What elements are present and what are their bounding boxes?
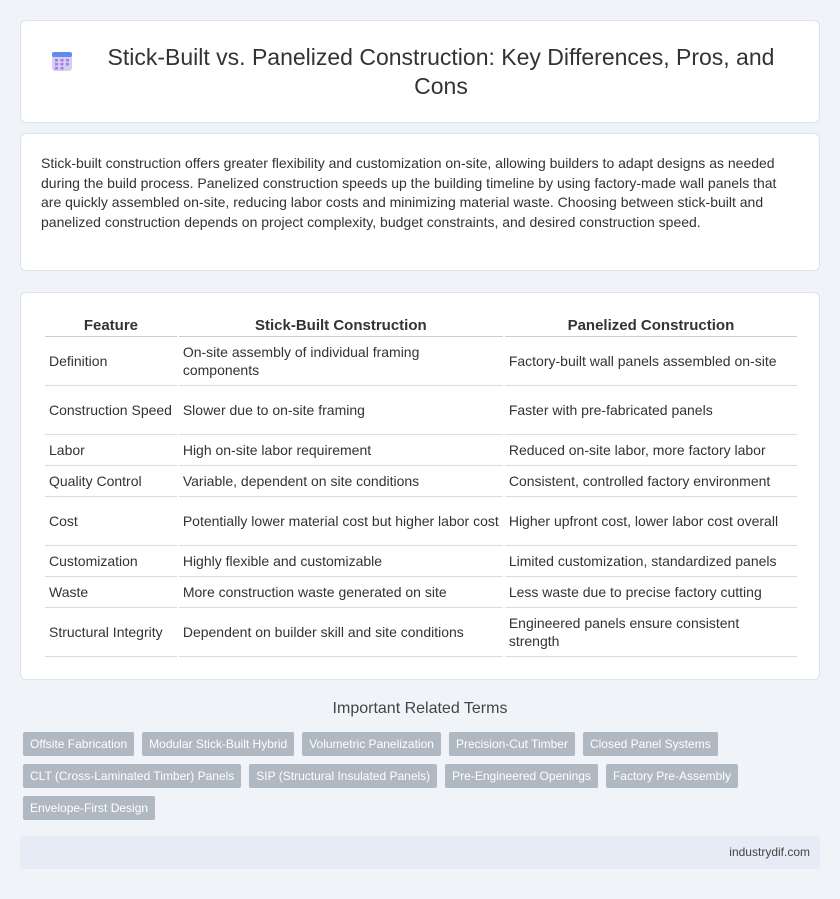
related-term-tag[interactable]: Pre-Engineered Openings (445, 764, 598, 788)
related-terms-tags (23, 732, 823, 820)
title-wrap (51, 43, 789, 101)
footer (20, 836, 820, 869)
stick-built-cell: More construction waste generated on site (179, 577, 503, 608)
panelized-cell: Limited customization, standardized panels (505, 546, 797, 577)
related-term-tag[interactable]: Offsite Fabrication (23, 732, 134, 756)
stick-built-cell: Highly flexible and customizable (179, 546, 503, 577)
stick-built-cell: Slower due to on-site framing (179, 386, 503, 435)
footer-site-link[interactable]: industrydif.com (729, 845, 810, 859)
summary-card (20, 133, 820, 271)
feature-cell: Cost (45, 497, 177, 546)
comparison-table-card (20, 292, 820, 680)
summary-text: Stick-built construction offers greater flexibility and customization on-site, allowing builders to adapt designs as needed during the build process. Panelized construction speeds up the building timeline by using factory-made wall panels that are quickly assembled on-site, reducing labor costs and minimizing material waste. Choosing between stick-built and panelized construction depends on project complexity, budget constraints, and desired construction speed. (41, 155, 777, 230)
panelized-cell: Faster with pre-fabricated panels (505, 386, 797, 435)
stick-built-cell: On-site assembly of individual framing components (179, 337, 503, 386)
related-term-tag[interactable]: Envelope-First Design (23, 796, 155, 820)
feature-cell: Quality Control (45, 466, 177, 497)
panelized-cell: Higher upfront cost, lower labor cost overall (505, 497, 797, 546)
feature-cell: Construction Speed (45, 386, 177, 435)
table-row (45, 466, 797, 497)
stick-built-cell: Potentially lower material cost but higher labor cost (179, 497, 503, 546)
table-row (45, 577, 797, 608)
stick-built-cell: High on-site labor requirement (179, 435, 503, 466)
panelized-cell: Engineered panels ensure consistent strength (505, 608, 797, 657)
related-term-tag[interactable]: CLT (Cross-Laminated Timber) Panels (23, 764, 241, 788)
related-term-tag[interactable]: Precision-Cut Timber (449, 732, 575, 756)
related-terms-heading: Important Related Terms (332, 700, 508, 717)
feature-cell: Definition (45, 337, 177, 386)
table-row (45, 608, 797, 657)
stick-built-cell: Dependent on builder skill and site conditions (179, 608, 503, 657)
feature-cell: Structural Integrity (45, 608, 177, 657)
title-card (20, 20, 820, 123)
related-term-tag[interactable]: SIP (Structural Insulated Panels) (249, 764, 437, 788)
page-title: Stick-Built vs. Panelized Construction: Key Differences, Pros, and Cons (107, 43, 775, 99)
header-feature: Feature (45, 313, 177, 337)
panelized-cell: Reduced on-site labor, more factory labor (505, 435, 797, 466)
calendar-grid-icon (51, 50, 73, 72)
comparison-table (43, 313, 799, 657)
table-row (45, 337, 797, 386)
stick-built-cell: Variable, dependent on site conditions (179, 466, 503, 497)
panelized-cell: Less waste due to precise factory cutting (505, 577, 797, 608)
feature-cell: Waste (45, 577, 177, 608)
table-row (45, 435, 797, 466)
header-panelized: Panelized Construction (505, 313, 797, 337)
related-term-tag[interactable]: Volumetric Panelization (302, 732, 441, 756)
table-row (45, 497, 797, 546)
feature-cell: Labor (45, 435, 177, 466)
header-stick-built: Stick-Built Construction (179, 313, 503, 337)
related-term-tag[interactable]: Factory Pre-Assembly (606, 764, 738, 788)
table-row (45, 386, 797, 435)
related-term-tag[interactable]: Closed Panel Systems (583, 732, 718, 756)
feature-cell: Customization (45, 546, 177, 577)
panelized-cell: Factory-built wall panels assembled on-site (505, 337, 797, 386)
related-term-tag[interactable]: Modular Stick-Built Hybrid (142, 732, 294, 756)
table-header-row (45, 313, 797, 337)
panelized-cell: Consistent, controlled factory environment (505, 466, 797, 497)
table-row (45, 546, 797, 577)
